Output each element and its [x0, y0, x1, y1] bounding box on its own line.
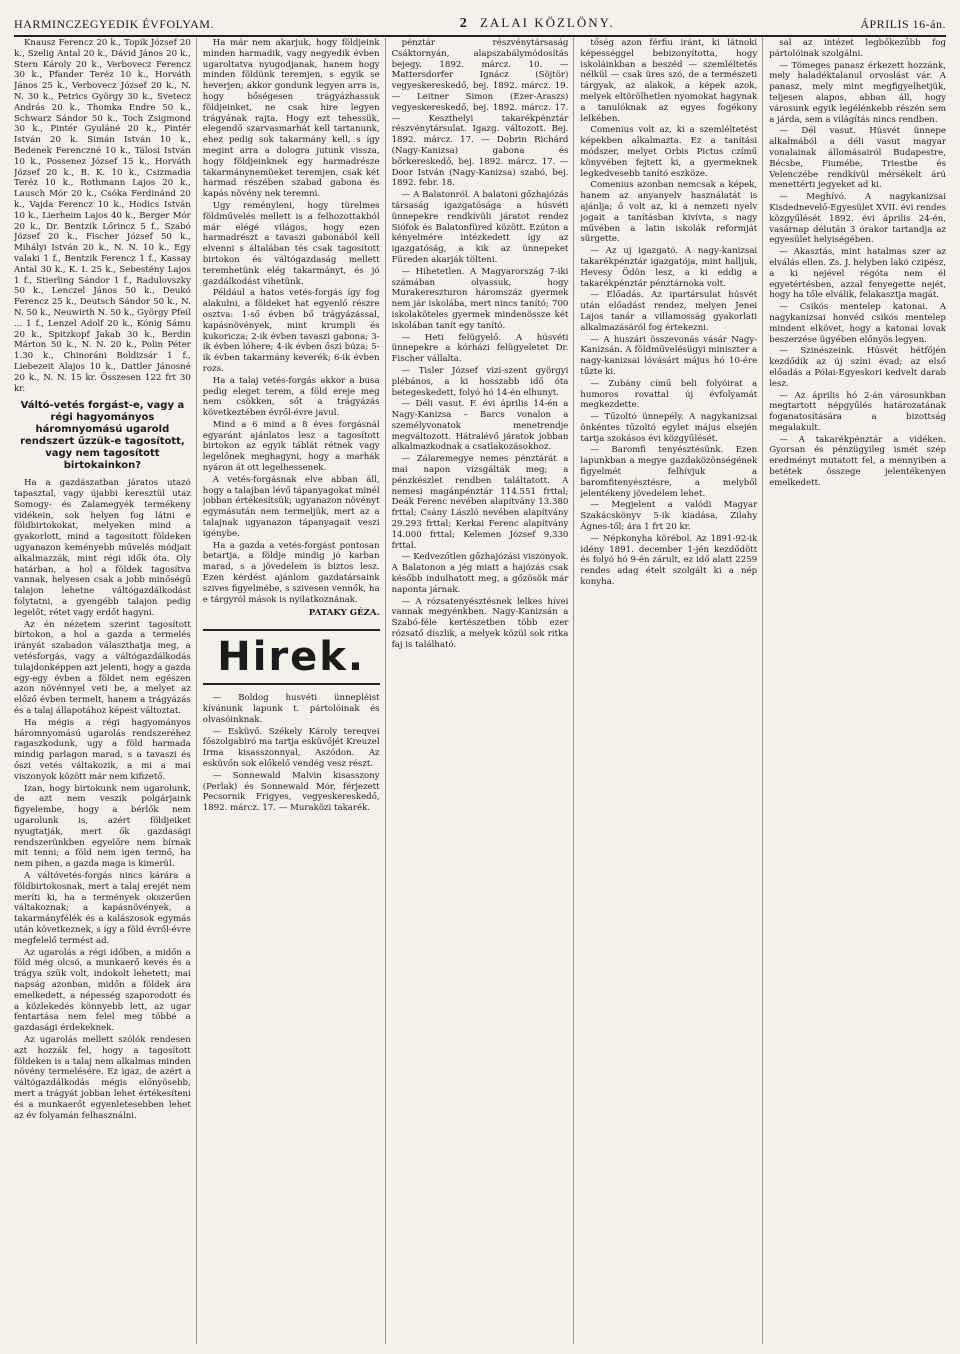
article-paragraph: A váltóvetés-forgás nincs kárára a földbirtokosnak, mert a talaj erejét nem meríti ki, ha a termények okszerűen váltakoznak; a kapásnövények, a takarmányfélék és a kalászosok egymás után következnek, s így a föld évről-évre megfelelő termést ad. — [14, 870, 191, 946]
news-item: — Megjelent a valódi Magyar Szakácskönyv 5-ik kiadása, Zilahy Ágnes-től; ára 1 frt 20 kr. — [580, 500, 758, 533]
article-paragraph: Ha a gazda a vetés-forgást pontosan betartja, a földje mindig jó karban marad, s a jövedelem is biztos lesz. Ezen kérdést ajánlom gazdatársaink szives figyelmébe, s szivesen vennők, ha e tárgyról mások is nyilatkoznának. — [202, 540, 380, 605]
news-item: — Kedvezőtlen gőzhajózási viszonyok. A Balatonon a jég miatt a hajózás csak később indulhatott meg, a gőzösök már naponta járnak. — [391, 552, 569, 595]
news-item: — Zálaremegye nemes pénztárát a mai napon vizsgálták meg; a pénzkészlet rendben találtatott. A nemesi magánpénztár 114.551 frttal; Deák Ferenc nevében alapítvány 13.380 frttal; Csány László nevében alapítvány 29.293 frttal; Kerkai Ferenc alapítvány 14.000 frttal; Kelemen József 9.330 frttal. — [391, 454, 569, 551]
article-paragraph: Az én nézetem szerint tagosított birtokon, a hol a gazda a termelés irányát szabadon választhatja meg, a vetésforgás, vagy a váltógazdálkodás tulajdonképpen azt jelenti, hogy a gazda egy-egy évben a földet nem egészen azon növénnyel veti be, a melyet az előző évben termelt, hanem a trágyázás és a talaj állapotához képest változtat. — [14, 619, 191, 717]
newspaper-title: 2 ZALAI KÖZLÖNY. — [459, 15, 615, 31]
article-paragraph: Az ugarolás mellett szólók rendesen azt hozzák fel, hogy a tagosított földeken is a talaj nem alkalmas minden növény termelésére. Ez igaz, de azért a váltógazdálkodás mégis előnyösebb, mert a trágyát jobban lehet értékesíteni és a munkaerőt egyenletesebben lehet az év folyamán felhasználni. — [14, 1034, 191, 1121]
column-2 — [203, 38, 386, 1344]
news-item: — A huszári összevonás vásár Nagy-Kanizsán. A földművelésügyi miniszter a nagy-kanizsai lóvásárt május hó 10-ére tűzte ki. — [580, 334, 758, 377]
article-paragraph: Mind a 6 mind a 8 éves forgásnál egyaránt ajánlatos lesz a tagosított birtokon az egyik táblát rétnek vagy legelőnek meghagyni, hogy a marhák nyáron át ott legelhessenek. — [202, 419, 380, 474]
article-paragraph: Az ugarolás a régi időben, a midőn a föld még olcsó, a munkaerő kevés és a trágya szűk volt, indokolt lehetett; mai napság azonban, midőn a földek ára emelkedett, a népesség szaporodott és a közlekedés könnyebb lett, az ugar fentartása nem felel meg többé a gazdasági érdekeknek. — [14, 947, 191, 1034]
column-5 — [769, 38, 946, 1344]
news-item: — Csikós mentelep katonai. A nagykanizsai honvéd csikós mentelep mindent elkövet, hogy a katonai lovak beszerzése ügyében előnyös legyen. — [769, 302, 946, 345]
news-item: — Baromfi tenyésztésünk. Ezen lapunkban a megye gazdaközönségének figyelmét felhívjuk a baromfitenyésztésre, a melyből jelentékeny jövedelem lehet. — [580, 445, 758, 499]
donor-list: Knausz Ferencz 20 k., Topik József 20 k., Szelig Antal 20 k., Dávid János 20 k., Stern Károly 20 k., Verbovecz Ferencz 30 k., Pfander Teréz 10 k., Horváth János 25 k., Verbovecz József 20 k., N. N. 30 k., Petrics György 30 k., Svetecz András 20 k., Thomka Endre 50 k., Schwarz Sándor 50 k., Toch Zsigmond 30 k., Pintér Gyuláné 20 k., Pintér István 20 k. Simán István 10 k., Bedenek Ferenczné 10 k., Tálosi István 10 k., Possenez József 15 k., Horváth József 20 k., B. K. 10 k., Csizmadia Teréz 10 k., Rothmann Lajos 20 k., Lausch Mór 20 k., Csóka Ferdinánd 20 k., Vajda Ferencz 10 k., Hodics István 10 k., Lierheim Lajos 40 k., Berger Mór 20 k., Dr. Bentzik Lőrincz 5 f., Szabó József 20 k., Fischer József 50 k., Mihályi István 20 k., N. N. 10 k., Egy valaki 1 f., Bentzik Ferencz 1 f., Kassay Antal 30 k., K. I. 25 k., Sebestény Lajos 1 f., Stierling Sándor 1 f., Radulovszky 50 k., Lenczel János 50 k., Deukó Ferencz 25 k., Deutsch Sándor 50 k., N. N. 50 k., Neuwirth N. 50 k., György Pfeil ... 1 f., Lenzel Adolf 20 k., Kónig Sámu 20 k., Spitzkopf Jakab 30 k., Berdin Márton 50 k., N. N. 20 k., Polin Péter 1.30 k., Chinoráni Boldizsár 1 f., Liebezeit Alajos 10 k., Dattler Jánosné 20 k., N. N. 15 kr. Összesen 122 frt 30 kr. — [14, 38, 191, 394]
masthead — [14, 6, 946, 37]
news-item: — Sonnewald Malvin kisasszony (Perlak) és Sonnewald Mór, férjezett Pecsornik Frigyes, vegyeskereskedő, 1892. márcz. 17. — Muraközi takarék. — [202, 770, 380, 814]
author-signature: PATAKY GÉZA. — [308, 608, 380, 619]
section-title-news: Hirek. — [203, 629, 380, 685]
news-item: — Dél vasut. Húsvét ünnepe alkalmából a déli vasut magyar vonalainak állomásairól Budapestre, Bécsbe, Fiumébe, Triestbe és Velenczébe rendkívül mérsékelt árú menettérti jegyeket ad ki. — [769, 126, 946, 191]
article-paragraph: A vetés-forgásnak elve abban áll, hogy a talajban lévő tápanyagokat minél jobban értékesítsük; ugyanazon növényt egymásután nem termeljük, mert az a talajnak ugyanazon tápanyagait veszi igénybe. — [202, 474, 380, 539]
news-item: — Meghívó. A nagykanizsai Kisdednevelő-Egyesület XVII. évi rendes közgyűlését 1892. évi április 24-én, vasárnap délután 3 órakor tartandja az egyesület helyiségében. — [769, 192, 946, 246]
news-item: — Déli vasut. F. évi április 14-én a Nagy-Kanizsa – Barcs vonalon a személyvonatok menetrendje megváltozott. Hátralévő járatok jobban alkalmazkodnak a csatlakozásokhoz. — [391, 399, 569, 453]
article-paragraph: Ha a talaj vetés-forgás akkor a busa pedig eleget terem, a föld ereje meg nem csökken, sőt a trágyázás következtében évről-évre javul. — [202, 375, 380, 419]
article-paragraph: Izan, hogy birtokunk nem ugarolunk, de azt nem veszik polgárjaink figyelembe, hogy a bérlők nem ugarolunk is, azért földjeiket nyugtatják, mert ők gazdasági rendszerünkben egyelőre nem bírnak mit tenni; a föld nem igen termő, ha nem pihen, a gazda maga is kimerül. — [14, 783, 191, 870]
news-item: tőség azon férfiu iránt, ki látnoki képességgel bebizonyította, hogy iskoláinkban a beszéd — szemléltetés nélkül — csak üres szó, de a természeti tárgyak, az alakok, a képek azok, melyek eltörölhetlen nyomokat hagynak a tanulóknak az egyes fogékony lelkében. — [580, 38, 758, 124]
news-item: — Szinészeink. Húsvét hétfőjén kezdődik az új színi évad; az első előadás a Pólai-Egyeskori kedvelt darab lesz. — [769, 346, 946, 389]
news-item: — Zubány című beli folyóirat a humoros rovattal új évfolyamát megkezdette. — [580, 378, 758, 411]
article-paragraph: Például a hatos vetés-forgás így fog alakulni, a földeket hat egyenlő részre osztva: 1-ső évben bő trágyázással, kapásnövények, mint krumpli és kukoricza; 2-ik évben tavaszi gabona; 3-ik évben lóhere; 4-ik évben őszi búza; 5-ik évben takarmány keverék; 6-ik évben rozs. — [202, 288, 380, 374]
news-item: — Tisler József vizi-szent györgyi plébános, a ki hosszabb idő óta betegeskedett, folyó hó 14-én elhunyt. — [391, 365, 569, 398]
news-item: — Tömeges panasz érkezett hozzánk, mely haladéktalanul orvoslást vár. A panasz, mely mint megfigyelhetjük, teljesen alapos, abban áll, hogy városunk egyik legélénkebb részén sem a járda, sem a világítás nincs rendben. — [769, 60, 946, 125]
columns — [14, 38, 946, 1344]
issue-date: ÁPRILIS 16-án. — [860, 17, 946, 31]
news-item: pénztár részvénytársaság Csáktornyán, alapszabálymódosítás bejegy. 1892. márcz. 10. — Mattersdorfer Ignácz (Söjtör) vegyeskereskedő, bej. 1892. márcz. 19. — Leitner Simon (Ezer-Araszs) vegyeskereskedő, bej. 1892. márcz. 17. — Keszthelyi takarékpénztár részvénytársulat. Igazg. változott. Bej. 1892. márcz. 17. — Dobrin Richárd (Nagy-Kanizsa) gabona és bőrkereskedő, bej. 1892. márcz. 17. — Door István (Nagy-Kanizsa) szabó, bej. 1892. febr. 18. — [391, 38, 569, 189]
news-item: — Az uj igazgató. A nagy-kanizsai takarékpénztár igazgatója, mint halljuk, Hevesy Ödön lesz, a ki eddig a takarékpénztár pénztárnoka volt. — [580, 246, 758, 289]
news-item: Comenius azonban nemcsak a képek, hanem az anyanyelv használatát is ajánlja; ő volt az, ki a nemzeti nyelv jogait a tanításban kivívta, s nagy művében a latin iskolák reformját sürgette. — [580, 180, 758, 245]
news-item: — Akasztás, mint hatalmas szer az elválás ellen. Zs. J. helyben lakó czipész, a ki nejével régóta nem él egyetértésben, azzal fenyegette nejét, hogy ha tőle elválik, felakasztja magát. — [769, 247, 946, 301]
article-title: Váltó-vetés forgást-e, vagy a régi hagyományos háromnyomású ugarold rendszert űzzük-e tagosított, vagy nem tagosított birtokainkon? — [20, 400, 185, 472]
news-item: sal az intézet legbőkezűbb fog pártolóinak szolgálni. — [769, 38, 946, 59]
page-number: 2 — [459, 16, 469, 31]
news-item: — A Balatonról. A balatoni gőzhajózás társaság igazgatósága a húsvéti ünnepekre rendkívüli járatot rendez Siófok és Balatonfüred között. Ezúton a kényelmére intézkedett így az igazgatóság, a kik az ünnepeket Füreden akarják tölteni. — [391, 190, 569, 265]
news-item: — Tűzoltó ünnepély. A nagykanizsai önkéntes tűzoltó egylet május elsején tartja szokásos évi közgyűlését. — [580, 412, 758, 444]
news-item: — Előadás. Az ipartársulat húsvét után előadást rendez, melyen Jenei Lajos tanár a villamosság gyakorlati alkalmazásáról fog értekezni. — [580, 290, 758, 333]
news-item: — Heti felügyelő. A húsvéti ünnepekre a kórházi felügyeletet Dr. Fischer vállalta. — [391, 332, 569, 365]
article-paragraph: Ugy reményleni, hogy türelmes földművelés mellett is a felhozottakból már elégé világos, hogy ezen harmadrészt a tavaszi gabonából kell elvenni s általában tés csak tagosított birtokon és váltógazdaság mellett teremhetünk elég takarmányt, és jó gazdálkodást vihetünk. — [202, 200, 380, 287]
volume-label: HARMINCZEGYEDIK ÉVFOLYAM. — [14, 17, 214, 31]
article-paragraph: Ha már nem akarjuk, hogy földjeink minden harmadik, vagy negyedik évben ugaroltatva nyugodjanak, hanem hogy minden földünk teremjen, s egyik se heverjen; akkor gondunk legyen arra is, hogy bőségesen trágyázhassuk földjeinket, ne csak hire legyen trágyának rajta. Hogy ezt tehessük, elegendő szarvasmarhát kell tartanunk, ehez pedig sok takarmány kell, s így megint arra a dologra jutunk vissza, hogy földjeinknek egy harmadrésze takarmánynemüeket teremjen, csak két harmad részében szabad gabona és kapás növény nek teremni. — [202, 38, 380, 200]
article-paragraph: Ha a gazdászatban járatos utazó tapasztal, vagy újabbi keresztül utaz Somogy- és Zalamegyék termékeny vidékein, sok helyen fog látni e földbirtokokat, melyeken mind a gyakorlott, mind a tagosított földeken ugyanazon keményebb művelés módjait alkalmazzák, mint régi idők óta. Oly határban, a hol a földek tagosítva vannak, helyesen csak a jobb minőségű talajon lehetne váltógazdálkodást folytatni, a gyengébb talajon pedig legelőt, rétet vagy erdőt hagyni. — [14, 478, 191, 618]
news-item: — Boldog husvéti ünnepléist kívánunk lapunk t. pártolóinak és olvasóinknak. — [202, 693, 380, 725]
news-item: — A takarékpénztár a vidéken. Gyorsan és pénzügyileg ismét szép eredményt mutatott fel, a mennyiben a betétek összege jelentékenyen emelkedett. — [769, 434, 946, 488]
news-item: — Hihetetlen. A Magyarország 7-iki számában olvassuk, hogy Murakereszturon háromszáz gyermek nem jár iskolába, mert nincs tanító; 700 iskolaköteles gyermek mindenössze két iskolában tanít egy tanító. — [391, 266, 569, 331]
news-item: — A rózsatenyésztésnek lelkes hívei vannak megyénkben. Nagy-Kanizsán a Szabó-féle kertészetben több ezer rózsatő díszlik, a melyek közül sok ritka faj is található. — [391, 596, 569, 650]
news-item: — Esküvő. Székely Károly tereqvei főszolgabiró ma tartja esküvőjét Kreuzel Irma kisasszonnyal, Aszódon. Az esküvőn sok előkelő vendég vesz részt. — [202, 726, 380, 770]
column-3 — [392, 38, 575, 1344]
news-item: Comenius volt az, ki a szemléltetést képekben alkalmazta. Ez a tanítási módszer, melyet Orbis Pictus czímű könyvében fejtett ki, a gyermeknek legkedvesebb tanító eszköze. — [580, 125, 758, 179]
news-item: — Az április hó 2-án városunkban megtartott népgyűlés határozatának foganatosítására a bizottság megalakult. — [769, 390, 946, 433]
column-4 — [580, 38, 763, 1344]
column-1 — [14, 38, 197, 1344]
news-item: — Népkonyha körébol. Az 1891-92-ik idény 1891. december 1-jén kezdődött és folyó hó 9-én zárult, ez idő alatt 2259 rendes adag ételt szolgált ki a nép konyha. — [580, 533, 758, 588]
article-paragraph: Ha mégis a régi hagyományos háromnyomású ugarolás rendszeréhez ragaszkodunk, ugy a föld harmada mindig parlagon marad, s a tavaszi és őszi vetés váltakozik, a mi a mai viszonyok között már nem kifizető. — [14, 717, 191, 782]
